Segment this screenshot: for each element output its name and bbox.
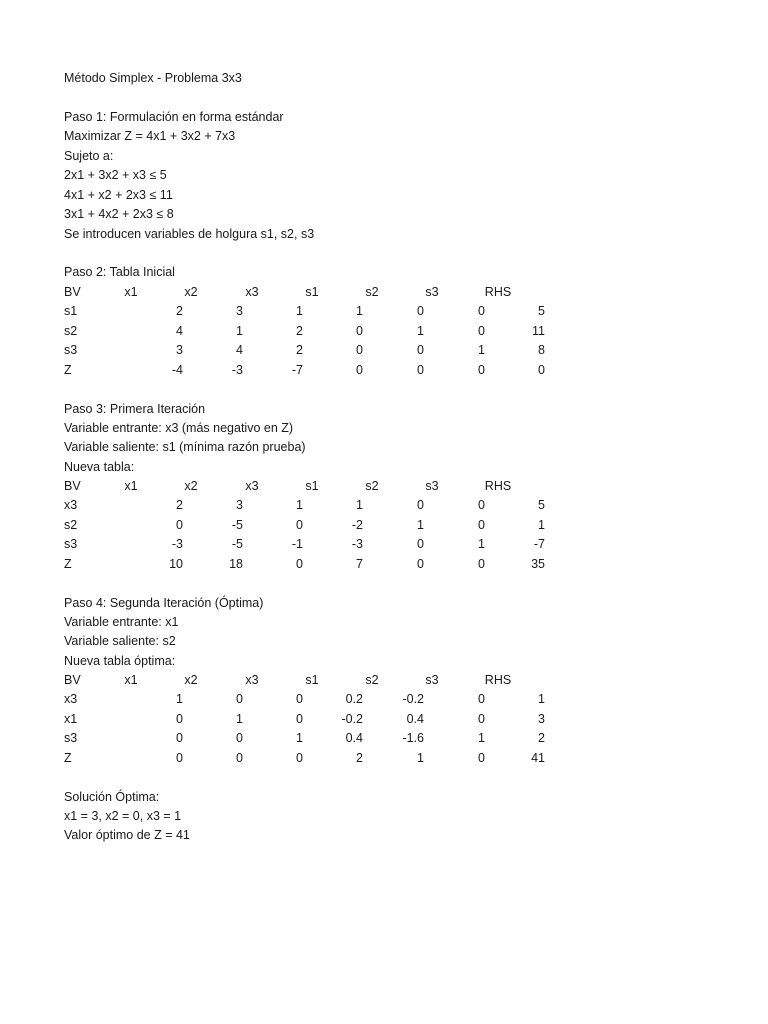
table-cell-x3: 0: [296, 556, 303, 571]
table-cell-rhs: 41: [531, 750, 545, 765]
step4-heading: Paso 4: Segunda Iteración (Óptima): [64, 596, 264, 610]
column-header-x1: x1: [124, 479, 138, 493]
table-cell-s1: 1: [356, 304, 363, 319]
table-cell-rhs: 5: [538, 304, 545, 319]
column-header-rhs: RHS: [484, 673, 512, 687]
table-cell-rhs: 0: [538, 362, 545, 377]
basic-variable-cell: s3: [64, 537, 78, 552]
step3-entering-variable: Variable entrante: x3 (más negativo en Z): [64, 421, 294, 435]
table-cell-x3: -7: [291, 362, 303, 377]
column-header-x1: x1: [124, 673, 138, 687]
table-row: [0, 302, 768, 321]
table-cell-x3: 0: [296, 750, 303, 765]
table-cell-x1: 4: [176, 323, 183, 338]
table-cell-x3: -1: [291, 537, 303, 552]
table-cell-x2: 0: [236, 692, 243, 707]
table-cell-s2: 1: [417, 323, 424, 338]
table-cell-s1: 0.2: [345, 692, 363, 707]
table-cell-s2: 0: [417, 498, 424, 513]
table-cell-s1: 7: [356, 556, 363, 571]
table-cell-rhs: 1: [538, 517, 545, 532]
table-cell-x1: 2: [176, 304, 183, 319]
basic-variable-cell: s3: [64, 731, 78, 746]
table-cell-x1: 0: [176, 517, 183, 532]
table-cell-rhs: 11: [532, 323, 545, 338]
table-row: [0, 516, 768, 535]
step4-new-table-label: Nueva tabla óptima:: [64, 654, 176, 668]
column-header-x3: x3: [245, 673, 259, 687]
table-cell-x1: 0: [176, 731, 183, 746]
table-header-row: [0, 671, 768, 690]
column-header-x3: x3: [245, 479, 259, 493]
table-cell-s1: 1: [356, 498, 363, 513]
table-cell-x3: 0: [296, 692, 303, 707]
table-row: [0, 710, 768, 729]
table-cell-rhs: 1: [538, 692, 545, 707]
table-cell-s2: 0.4: [406, 711, 424, 726]
table-cell-s3: 0: [478, 517, 485, 532]
table-cell-x1: 0: [176, 750, 183, 765]
constraint-1: 2x1 + 3x2 + x3 ≤ 5: [64, 168, 167, 182]
table-cell-s3: 0: [478, 304, 485, 319]
table-cell-x2: 1: [236, 323, 243, 338]
table-cell-rhs: 35: [531, 556, 545, 571]
constraint-3: 3x1 + 4x2 + 2x3 ≤ 8: [64, 207, 174, 221]
table-row: [0, 361, 768, 380]
table-cell-x1: -3: [171, 537, 183, 552]
column-header-x2: x2: [184, 479, 198, 493]
column-header-s2: s2: [365, 285, 379, 299]
constraint-2: 4x1 + x2 + 2x3 ≤ 11: [64, 188, 173, 202]
table-cell-rhs: 3: [538, 711, 545, 726]
table-cell-s3: 0: [478, 711, 485, 726]
table-cell-x2: 3: [236, 498, 243, 513]
basic-variable-cell: s2: [64, 323, 78, 338]
solution-heading: Solución Óptima:: [64, 790, 160, 804]
table-cell-x3: 0: [296, 711, 303, 726]
table-cell-rhs: 5: [538, 498, 545, 513]
table-cell-x2: 1: [236, 711, 243, 726]
document-title: Método Simplex - Problema 3x3: [64, 71, 242, 85]
table-row: [0, 322, 768, 341]
table-cell-x1: -4: [171, 362, 183, 377]
basic-variable-cell: x3: [64, 692, 78, 707]
step4-entering-variable: Variable entrante: x1: [64, 615, 179, 629]
table-cell-s1: 0: [356, 362, 363, 377]
table-cell-x2: 18: [229, 556, 243, 571]
column-header-bv: BV: [64, 673, 81, 687]
table-cell-s2: 1: [417, 750, 424, 765]
basic-variable-cell: x3: [64, 498, 78, 513]
step3-heading: Paso 3: Primera Iteración: [64, 402, 206, 416]
table-cell-x3: 1: [296, 498, 303, 513]
table-cell-s3: 0: [478, 323, 485, 338]
table-cell-s1: 2: [356, 750, 363, 765]
table-cell-x1: 3: [176, 343, 183, 358]
table-cell-x2: -3: [231, 362, 243, 377]
basic-variable-cell: Z: [64, 750, 72, 765]
table-cell-s2: 0: [417, 343, 424, 358]
column-header-rhs: RHS: [484, 285, 512, 299]
column-header-rhs: RHS: [484, 479, 512, 493]
table-cell-x3: 1: [296, 304, 303, 319]
column-header-s1: s1: [305, 479, 319, 493]
table-cell-s1: 0: [356, 323, 363, 338]
step4-leaving-variable: Variable saliente: s2: [64, 634, 176, 648]
table-cell-x1: 0: [176, 711, 183, 726]
table-cell-s2: 0: [417, 537, 424, 552]
column-header-s2: s2: [365, 479, 379, 493]
column-header-s2: s2: [365, 673, 379, 687]
column-header-x2: x2: [184, 673, 198, 687]
table-cell-s3: 1: [478, 537, 485, 552]
table-row: [0, 341, 768, 360]
basic-variable-cell: s1: [64, 304, 78, 319]
table-cell-s1: -2: [351, 517, 363, 532]
table-cell-s3: 0: [478, 750, 485, 765]
table-row: [0, 690, 768, 709]
table-row: [0, 749, 768, 768]
table-cell-s1: 0.4: [345, 731, 363, 746]
table-cell-x3: 1: [296, 731, 303, 746]
optimal-z-value: Valor óptimo de Z = 41: [64, 828, 190, 842]
table-cell-rhs: 2: [538, 731, 545, 746]
table-cell-s1: -3: [351, 537, 363, 552]
column-header-x3: x3: [245, 285, 259, 299]
table-row: [0, 535, 768, 554]
basic-variable-cell: Z: [64, 362, 72, 377]
table-cell-s3: 0: [478, 362, 485, 377]
table-cell-x1: 2: [176, 498, 183, 513]
column-header-s1: s1: [305, 673, 319, 687]
table-cell-rhs: -7: [533, 537, 545, 552]
table-cell-x1: 10: [169, 556, 183, 571]
step2-heading: Paso 2: Tabla Inicial: [64, 265, 175, 279]
column-header-s3: s3: [425, 479, 439, 493]
table-cell-s3: 0: [478, 556, 485, 571]
column-header-bv: BV: [64, 479, 81, 493]
table-cell-s3: 1: [478, 343, 485, 358]
table-cell-x2: 0: [236, 731, 243, 746]
table-cell-x3: 2: [296, 323, 303, 338]
table-cell-s1: 0: [356, 343, 363, 358]
table-cell-s2: 1: [417, 517, 424, 532]
table-cell-s3: 0: [478, 692, 485, 707]
table-row: [0, 555, 768, 574]
table-cell-s1: -0.2: [341, 711, 363, 726]
column-header-s1: s1: [305, 285, 319, 299]
table-cell-rhs: 8: [538, 343, 545, 358]
solution-values: x1 = 3, x2 = 0, x3 = 1: [64, 809, 182, 823]
table-cell-s2: 0: [417, 304, 424, 319]
table-cell-s3: 1: [478, 731, 485, 746]
table-cell-x2: -5: [231, 537, 243, 552]
table-cell-s2: 0: [417, 556, 424, 571]
table-cell-x2: 0: [236, 750, 243, 765]
column-header-x1: x1: [124, 285, 138, 299]
table-cell-x2: 3: [236, 304, 243, 319]
subject-to-label: Sujeto a:: [64, 149, 114, 163]
table-header-row: [0, 477, 768, 496]
table-cell-x1: 1: [176, 692, 183, 707]
table-header-row: [0, 283, 768, 302]
table-cell-x3: 0: [296, 517, 303, 532]
basic-variable-cell: Z: [64, 556, 72, 571]
column-header-x2: x2: [184, 285, 198, 299]
basic-variable-cell: x1: [64, 711, 78, 726]
table-row: [0, 729, 768, 748]
table-cell-x2: 4: [236, 343, 243, 358]
table-row: [0, 496, 768, 515]
column-header-bv: BV: [64, 285, 81, 299]
table-cell-s3: 0: [478, 498, 485, 513]
table-cell-s2: -0.2: [402, 692, 424, 707]
table-cell-x3: 2: [296, 343, 303, 358]
slack-variables-note: Se introducen variables de holgura s1, s2, s3: [64, 227, 315, 241]
column-header-s3: s3: [425, 673, 439, 687]
table-cell-s2: 0: [417, 362, 424, 377]
step3-new-table-label: Nueva tabla:: [64, 460, 135, 474]
basic-variable-cell: s3: [64, 343, 78, 358]
basic-variable-cell: s2: [64, 517, 78, 532]
table-cell-x2: -5: [231, 517, 243, 532]
step1-heading: Paso 1: Formulación en forma estándar: [64, 110, 284, 124]
table-cell-s2: -1.6: [402, 731, 424, 746]
objective-function: Maximizar Z = 4x1 + 3x2 + 7x3: [64, 129, 236, 143]
step3-leaving-variable: Variable saliente: s1 (mínima razón prueba): [64, 440, 306, 454]
column-header-s3: s3: [425, 285, 439, 299]
